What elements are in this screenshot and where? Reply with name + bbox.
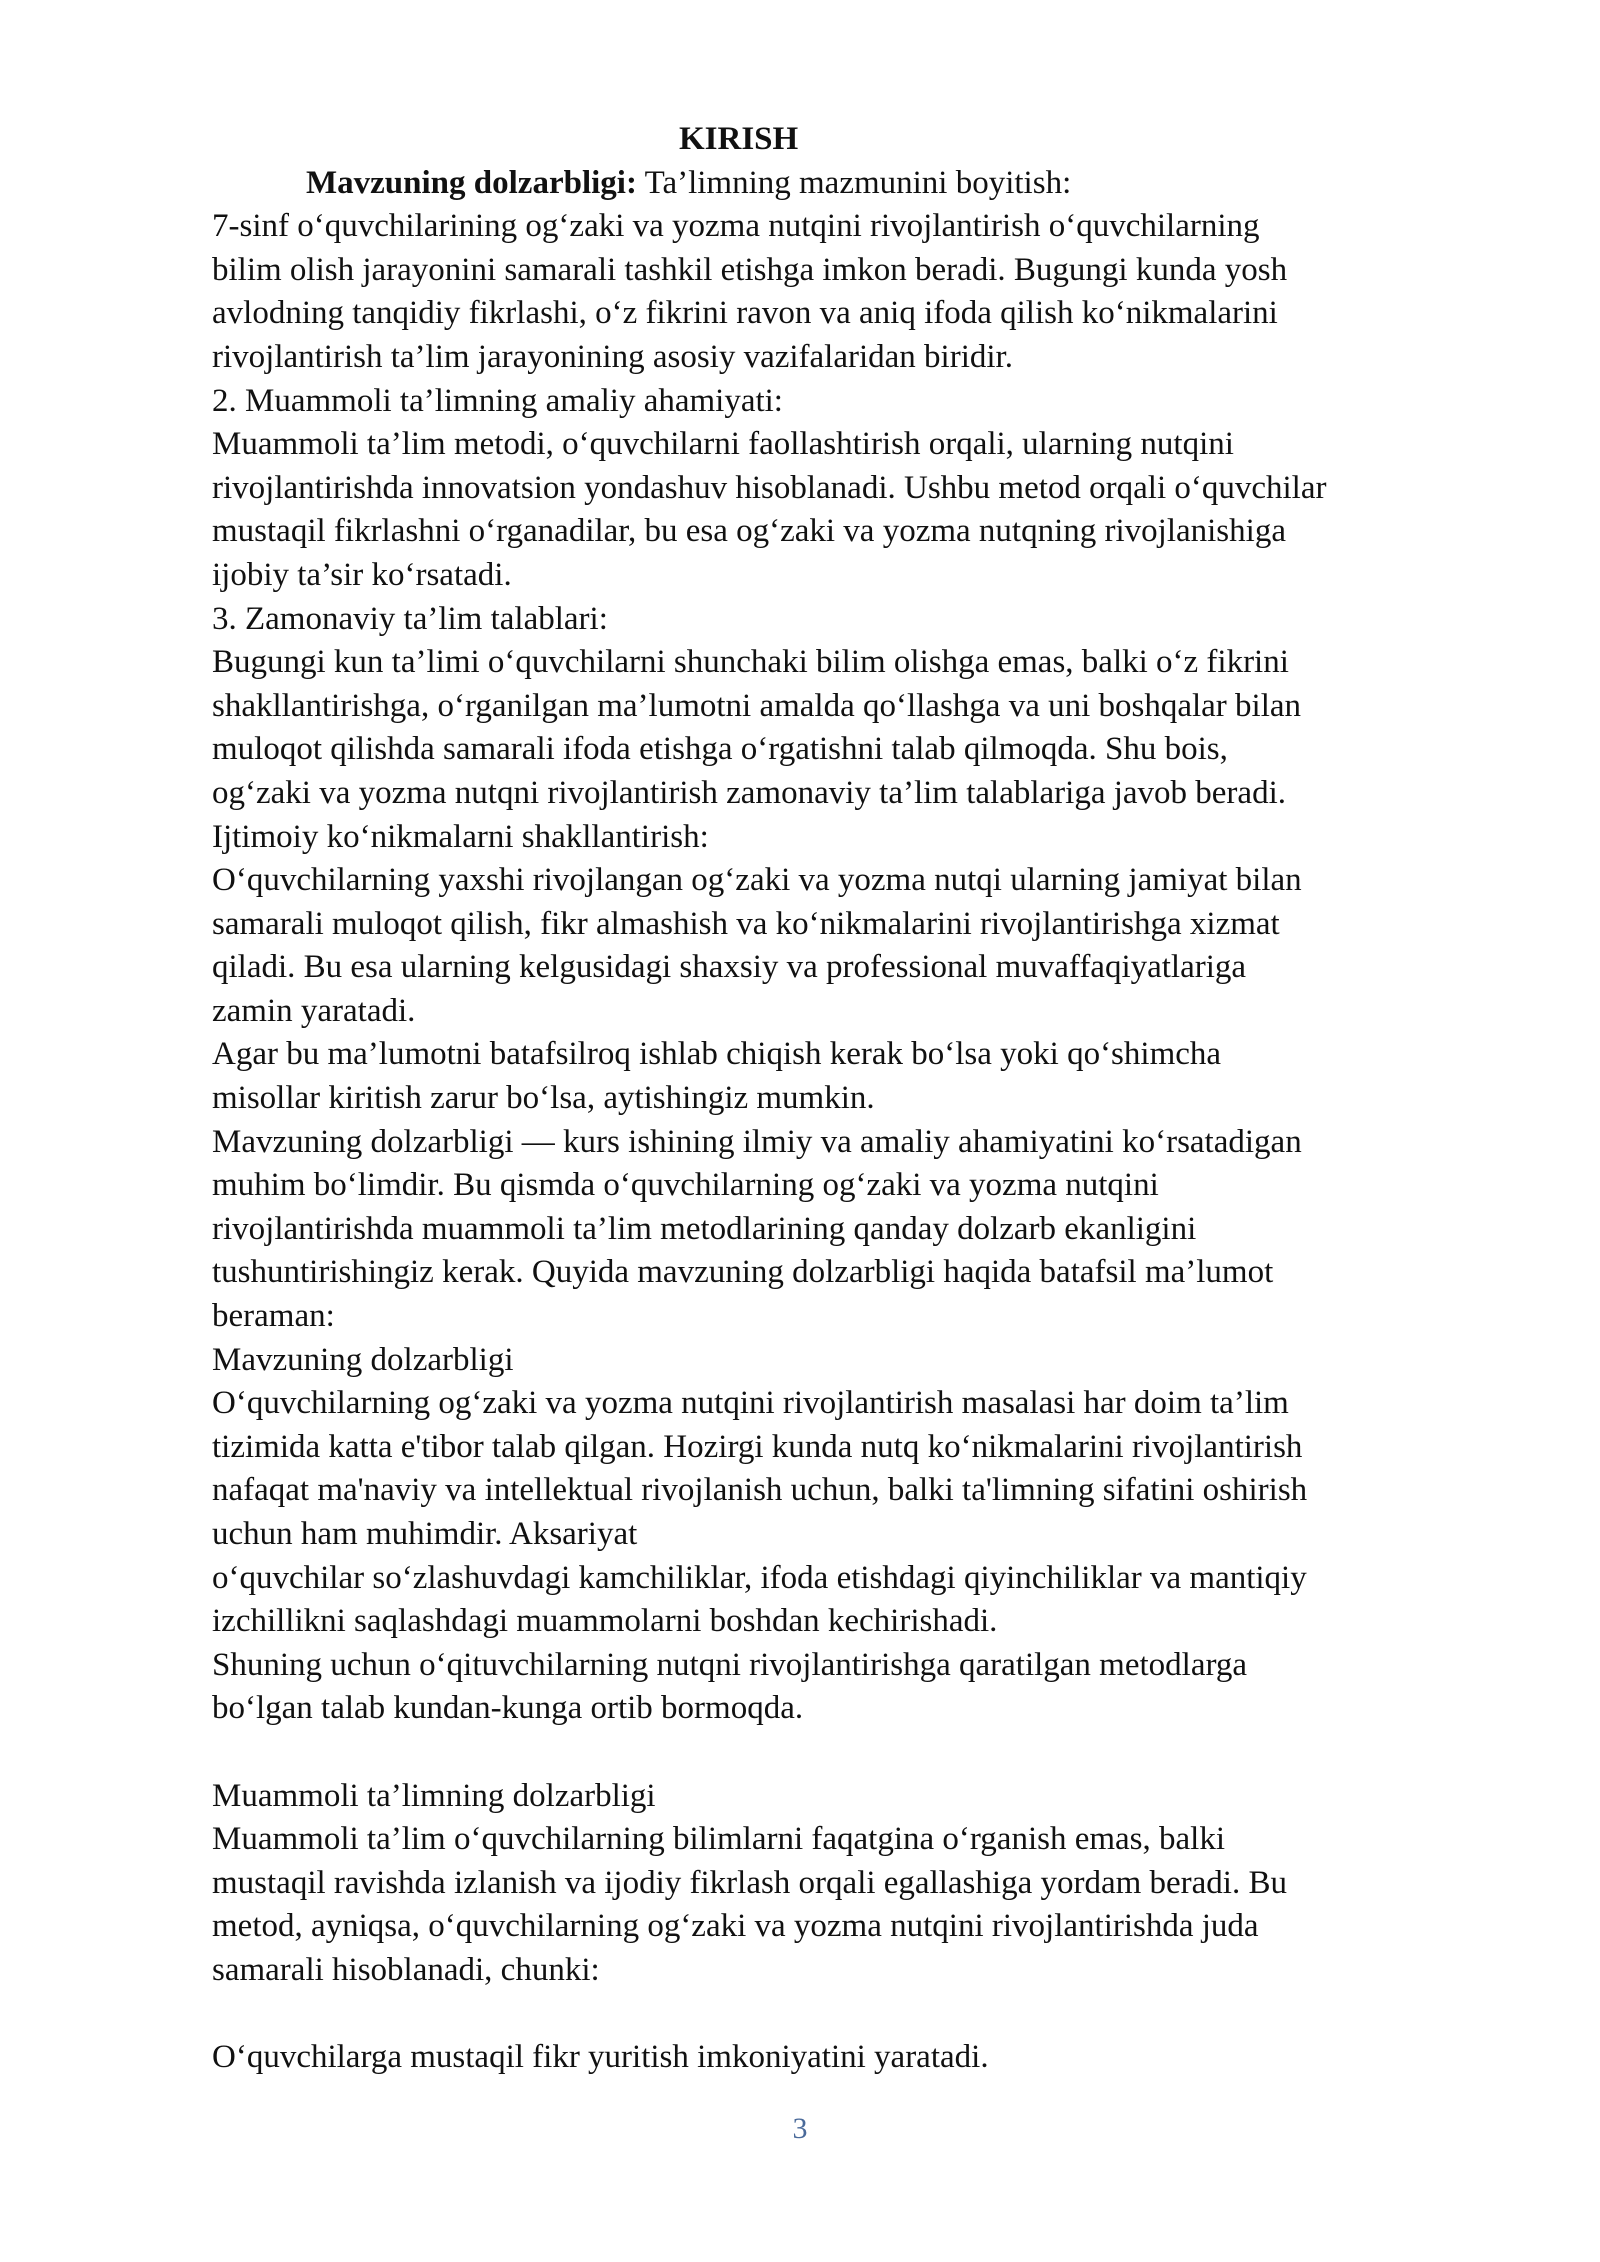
text-line: O‘quvchilarga mustaqil fikr yuritish imkoniyatini yaratadi. [212, 2039, 989, 2076]
text-line: samarali muloqot qilish, fikr almashish va ko‘nikmalarini rivojlantirishga xizmat [212, 905, 1280, 942]
text-line: rivojlantirish ta’lim jarayonining asosiy vazifalaridan biridir. [212, 338, 1013, 375]
text-line: rivojlantirishda innovatsion yondashuv hisoblanadi. Ushbu metod orqali o‘quvchilar [212, 469, 1327, 506]
text-line: ijobiy ta’sir ko‘rsatadi. [212, 556, 512, 593]
text-line: Ijtimoiy ko‘nikmalarni shakllantirish: [212, 818, 709, 855]
text-line: muhim bo‘limdir. Bu qismda o‘quvchilarning og‘zaki va yozma nutqini [212, 1167, 1159, 1204]
text-line: Mavzuning dolzarbligi [212, 1341, 514, 1378]
text-line: bo‘lgan talab kundan-kunga ortib bormoqda. [212, 1690, 804, 1727]
text-line: samarali hisoblanadi, chunki: [212, 1951, 600, 1988]
text-line: 3. Zamonaviy ta’lim talablari: [212, 600, 608, 637]
text-line: Shuning uchun o‘qituvchilarning nutqni rivojlantirishga qaratilgan metodlarga [212, 1646, 1248, 1683]
text-line: 2. Muammoli ta’limning amaliy ahamiyati: [212, 382, 783, 419]
text-line: Mavzuning dolzarbligi — kurs ishining ilmiy va amaliy ahamiyatini ko‘rsatadigan [212, 1123, 1302, 1160]
text-line: Bugungi kun ta’limi o‘quvchilarni shunchaki bilim olishga emas, balki o‘z fikrini [212, 644, 1289, 681]
text-line: izchillikni saqlashdagi muammolarni boshdan kechirishadi. [212, 1603, 998, 1640]
text-line: 7-sinf o‘quvchilarining og‘zaki va yozma nutqini rivojlantirish o‘quvchilarning [212, 208, 1260, 245]
text-line: tushuntirishingiz kerak. Quyida mavzuning dolzarbligi haqida batafsil ma’lumot [212, 1254, 1274, 1291]
text-line: muloqot qilishda samarali ifoda etishga o‘rgatishni talab qilmoqda. Shu bois, [212, 731, 1228, 768]
text-line: Agar bu ma’lumotni batafsilroq ishlab chiqish kerak bo‘lsa yoki qo‘shimcha [212, 1036, 1222, 1073]
text-line: misollar kiritish zarur bo‘lsa, aytishingiz mumkin. [212, 1080, 875, 1117]
first-heading [212, 162, 1502, 206]
text-line: beraman: [212, 1298, 335, 1335]
text-line: metod, ayniqsa, o‘quvchilarning og‘zaki va yozma nutqini rivojlantirishda juda [212, 1908, 1259, 1945]
text-line: Muammoli ta’limning dolzarbligi [212, 1777, 656, 1814]
blank-line [212, 1993, 1502, 2037]
text-line: mustaqil ravishda izlanish va ijodiy fikrlash orqali egallashiga yordam beradi. Bu [212, 1864, 1287, 1901]
text-line: o‘quvchilar so‘zlashuvdagi kamchiliklar, ifoda etishdagi qiyinchiliklar va mantiqiy [212, 1559, 1307, 1596]
text-line: tizimida katta e'tibor talab qilgan. Hozirgi kunda nutq ko‘nikmalarini rivojlantirish [212, 1428, 1303, 1465]
page-title: KIRISH [679, 121, 799, 157]
first-heading-rest: Ta’limning mazmunini boyitish: [636, 164, 1072, 201]
text-line: mustaqil fikrlashni o‘rganadilar, bu esa og‘zaki va yozma nutqning rivojlanishiga [212, 513, 1286, 550]
text-line: bilim olish jarayonini samarali tashkil etishga imkon beradi. Bugungi kunda yosh [212, 251, 1288, 288]
text-line: shakllantirishga, o‘rganilgan ma’lumotni amalda qo‘llashga va uni boshqalar bilan [212, 687, 1302, 724]
document-body [212, 118, 1502, 2080]
page-number: 3 [792, 2112, 808, 2145]
text-line: avlodning tanqidiy fikrlashi, o‘z fikrini ravon va aniq ifoda qilish ko‘nikmalarini [212, 295, 1278, 332]
text-line: rivojlantirishda muammoli ta’lim metodlarining qanday dolzarb ekanligini [212, 1210, 1197, 1247]
text-line: uchun ham muhimdir. Aksariyat [212, 1516, 638, 1552]
text-line: O‘quvchilarning og‘zaki va yozma nutqini rivojlantirish masalasi har doim ta’lim [212, 1385, 1289, 1422]
text-line: O‘quvchilarning yaxshi rivojlangan og‘zaki va yozma nutqi ularning jamiyat bilan [212, 862, 1302, 899]
text-line: og‘zaki va yozma nutqni rivojlantirish zamonaviy ta’lim talablariga javob beradi. [212, 774, 1286, 811]
text-line: zamin yaratadi. [212, 992, 416, 1029]
first-heading-bold: Mavzuning dolzarbligi: [306, 164, 637, 201]
paragraph-lines [212, 205, 1502, 2080]
text-line: qiladi. Bu esa ularning kelgusidagi shaxsiy va professional muvaffaqiyatlariga [212, 949, 1247, 986]
blank-line [212, 1731, 1502, 1775]
text-line: Muammoli ta’lim o‘quvchilarning bilimlarni faqatgina o‘rganish emas, balki [212, 1821, 1225, 1858]
text-line: Muammoli ta’lim metodi, o‘quvchilarni faollashtirish orqali, ularning nutqini [212, 426, 1234, 463]
text-line: nafaqat ma'naviy va intellektual rivojlanish uchun, balki ta'limning sifatini oshirish [212, 1472, 1308, 1509]
